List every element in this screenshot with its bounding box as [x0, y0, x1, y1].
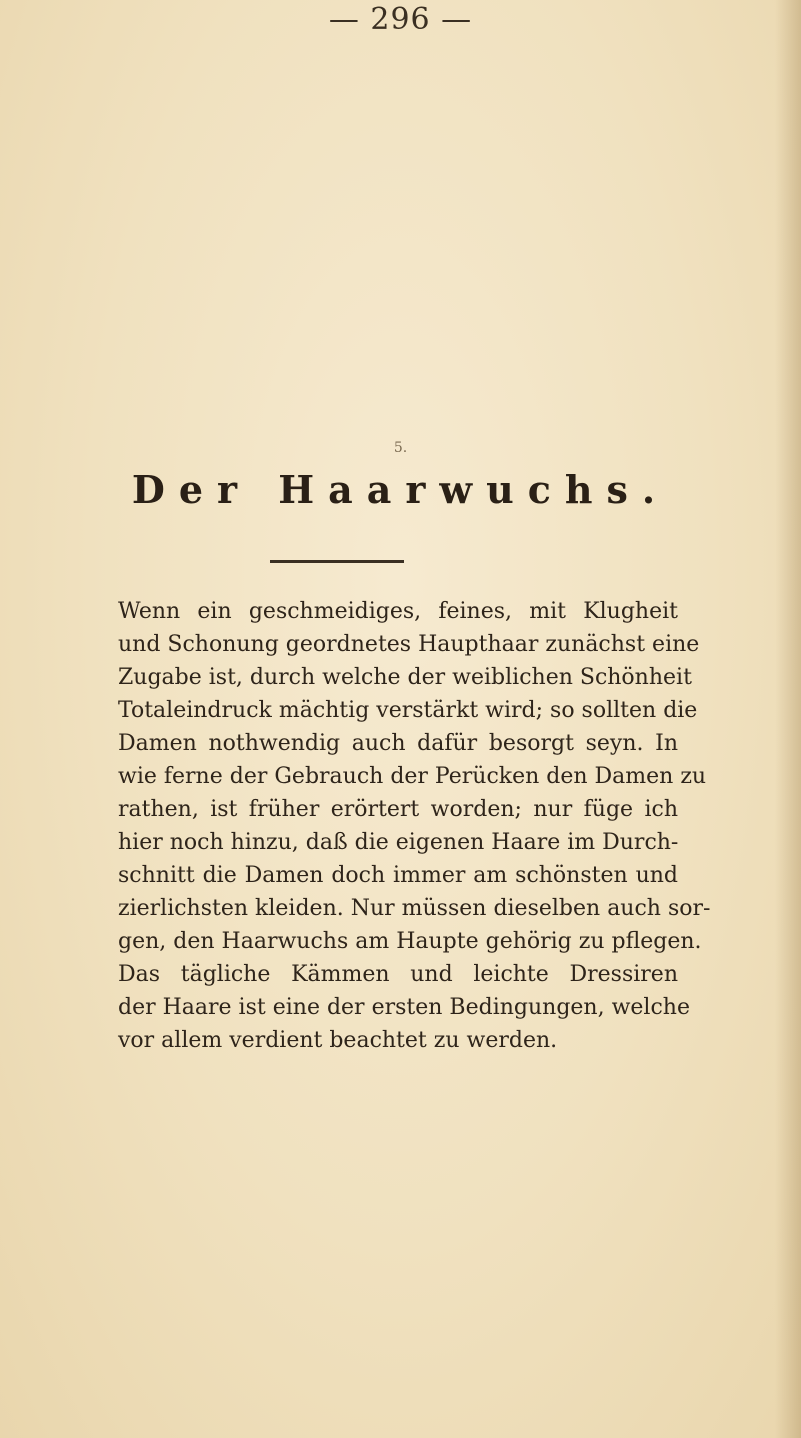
page-edge-shadow — [775, 0, 801, 1438]
text-line: Totaleindruck mächtig verstärkt wird; so sollten die — [118, 698, 698, 723]
text-line: gen, den Haarwuchs am Haupte gehörig zu pflegen. — [118, 929, 702, 954]
text-line: hier noch hinzu, daß die eigenen Haare im Durch- — [118, 830, 679, 855]
body-paragraph — [118, 595, 711, 1057]
text-line: Wenn ein geschmeidiges, feines, mit Klugheit — [118, 599, 678, 624]
text-line: vor allem verdient beachtet zu werden. — [118, 1028, 558, 1053]
text-line: rathen, ist früher erörtert worden; nur füge ich — [118, 797, 678, 822]
text-line: der Haare ist eine der ersten Bedingungen, welche — [118, 995, 690, 1020]
section-title: Der Haarwuchs. — [131, 467, 670, 512]
text-line: zierlichsten kleiden. Nur müssen dieselben auch sor- — [118, 896, 711, 921]
text-line: Damen nothwendig auch dafür besorgt seyn. In — [118, 731, 678, 756]
text-line: Zugabe ist, durch welche der weiblichen Schönheit — [118, 665, 692, 690]
section-number: 5. — [393, 440, 408, 456]
title-divider — [270, 560, 404, 563]
text-line: und Schonung geordnetes Haupthaar zunächst eine — [118, 632, 700, 657]
text-line: schnitt die Damen doch immer am schönsten und — [118, 863, 678, 888]
page-number: — 296 — — [328, 2, 473, 37]
text-line: Das tägliche Kämmen und leichte Dressiren — [118, 962, 678, 987]
text-line: wie ferne der Gebrauch der Perücken den Damen zu — [118, 764, 707, 789]
